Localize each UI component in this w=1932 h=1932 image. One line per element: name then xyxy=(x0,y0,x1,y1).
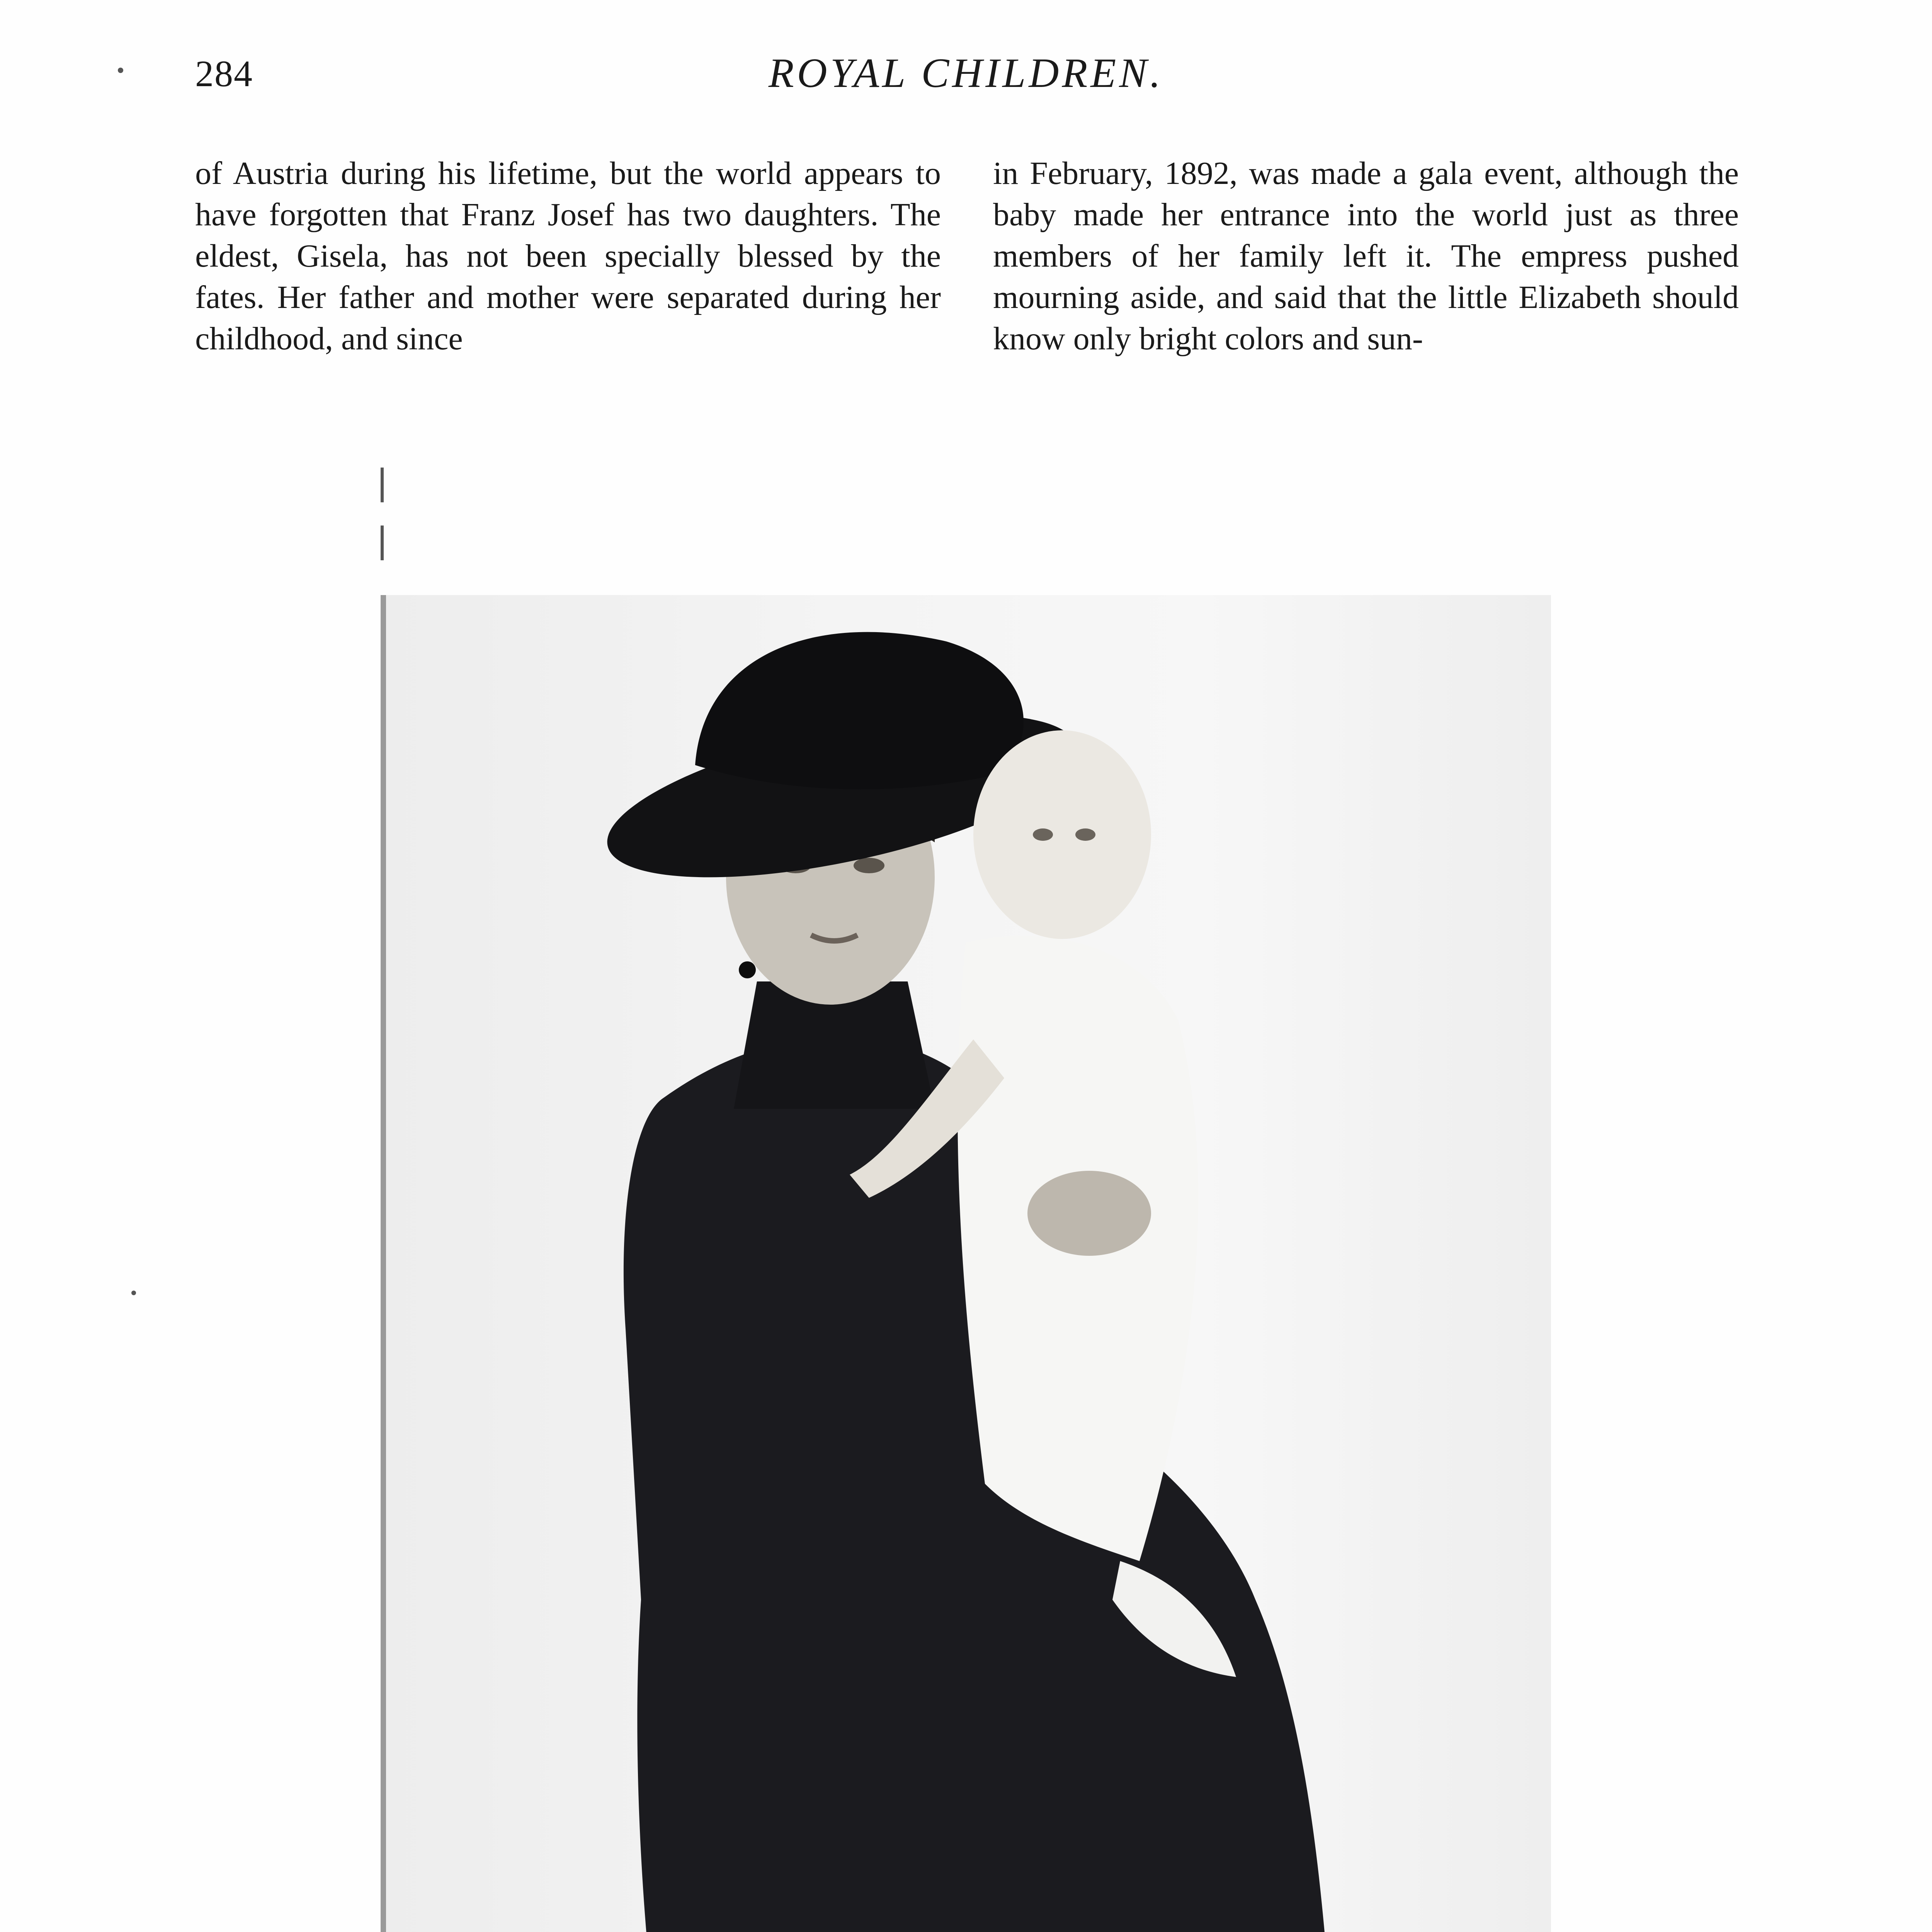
scan-speck xyxy=(118,68,123,73)
margin-mark xyxy=(381,468,384,502)
paragraph: in February, 1892, was made a gala event, although the baby made her entrance into the world just as three members of her family left it. The empress pushed mourning aside, and said that the little Elizabeth should know only bright colors and sun- xyxy=(993,155,1739,357)
paragraph: of Austria during his lifetime, but the world appears to have forgotten that Franz Josef has two daughters. The eldest, Gisela, has not been specially blessed by the fates. Her father and mother were separated during her childhood, and since xyxy=(195,155,941,357)
text-column-top-right xyxy=(993,153,1739,359)
running-head: ROYAL CHILDREN. xyxy=(768,50,1164,96)
text-column-top-left xyxy=(195,153,941,359)
page-number: 284 xyxy=(195,53,253,94)
photograph-figure xyxy=(386,595,1551,1932)
margin-mark xyxy=(381,526,384,560)
scan-speck xyxy=(131,1291,136,1295)
photograph-empress-and-grandson xyxy=(381,595,1551,1932)
